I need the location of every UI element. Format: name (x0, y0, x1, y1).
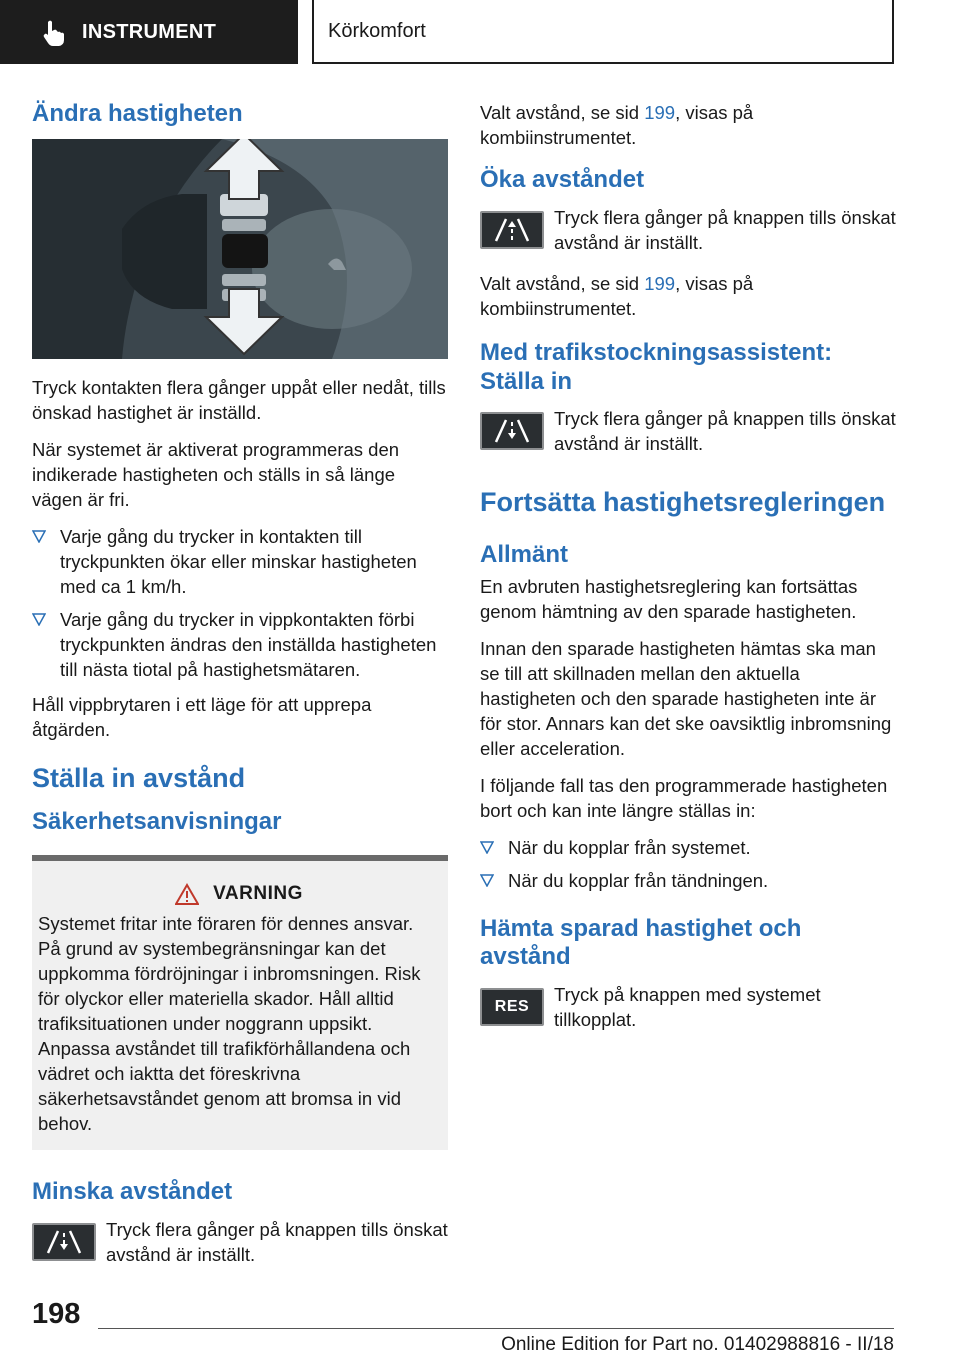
warning-title: VARNING (213, 882, 303, 904)
recall-row (480, 982, 896, 1032)
increase-text: Tryck flera gånger på knappen tills önskat avstånd är inställt. (554, 206, 896, 253)
section-label: INSTRUMENT (82, 20, 217, 43)
right-column (480, 100, 896, 1044)
chapter-title: Körkomfort (312, 0, 894, 64)
heading-recall: Hämta sparad hastighet och avstånd (480, 914, 802, 971)
list-item: Varje gång du trycker in kontakten till tryckpunkten ökar eller minskar hastigheten med ca 1 km/h. (32, 524, 448, 599)
general-text-2: Innan den sparade hastigheten hämtas ska man se till att skillnaden mellan den aktuella hastigheten och den sparade hastigheten inte är för stor. Annars kan det ske oavsiktlig inbromsning eller acceleration. (480, 637, 892, 759)
heading-safety: Säkerhetsanvisningar (32, 808, 282, 836)
footer-divider (98, 1328, 894, 1329)
heading-traffic-jam: Med trafikstockningsassistent: Ställa in (480, 338, 833, 395)
selected-distance-text-2: Valt avstånd, se sid 199, visas på kombiinstrumentet. (480, 272, 754, 319)
triangle-bullet-icon (480, 841, 494, 854)
section-tab (0, 0, 298, 64)
edition-text: Online Edition for Part no. 01402988816 - II/18 (501, 1334, 894, 1355)
decrease-distance-row (32, 1217, 448, 1267)
selected-distance-text: Valt avstånd, se sid 199, visas på kombiinstrumentet. (480, 102, 754, 148)
list-item: När du kopplar från tändningen. (480, 868, 896, 893)
distance-button-icon (32, 1223, 96, 1261)
page-link[interactable]: 199 (644, 102, 676, 123)
list-item: Varje gång du trycker in vippkontakten förbi tryckpunkten ändras den inställda hastigheten till nästa tiotal på hastighetsmätaren. (32, 607, 448, 682)
triangle-bullet-icon (32, 613, 46, 626)
info-text: När systemet är aktiverat programmeras den indikerade hastigheten och ställs in så länge vägen är fri. (32, 438, 400, 510)
triangle-bullet-icon (32, 530, 46, 543)
warning-header (38, 883, 440, 905)
left-column (32, 100, 448, 1279)
increase-distance-row (480, 205, 896, 255)
traffic-jam-row (480, 406, 896, 456)
general-text-1: En avbruten hastighetsreglering kan fortsättas genom hämtning av den sparade hastigheten. (480, 575, 858, 622)
list-item: När du kopplar från systemet. (480, 835, 896, 860)
heading-continue-cruise: Fortsätta hastighetsregleringen (480, 487, 886, 518)
page-link[interactable]: 199 (644, 272, 676, 294)
heading-set-distance: Ställa in avstånd (32, 762, 246, 793)
heading-decrease-distance: Minska avståndet (32, 1177, 233, 1205)
warning-triangle-icon (175, 883, 199, 905)
distance-button-icon (480, 211, 544, 249)
heading-increase-distance: Öka avståndet (480, 166, 645, 193)
traffic-text: Tryck flera gånger på knappen tills önskat avstånd är inställt. (554, 408, 896, 455)
bullet-list (480, 835, 896, 893)
heading-change-speed: Ändra hastigheten (32, 100, 243, 127)
instruction-text: Tryck kontakten flera gånger uppåt eller nedåt, tills önskad hastighet är inställd. (32, 376, 446, 423)
warning-box (32, 855, 448, 1150)
page-number: 198 (32, 1298, 81, 1330)
triangle-bullet-icon (480, 874, 494, 887)
bullet-list (32, 524, 448, 682)
hold-text: Håll vippbrytaren i ett läge för att upprepa åtgärden. (32, 693, 372, 740)
warning-text: Systemet fritar inte föraren för dennes ansvar. På grund av systembegränsningar kan det uppkomma fördröjningar i inbromsningen. Risk för olyckor eller materiella skador. Håll alltid trafiksituationen under noggrann uppsikt. Anpassa avståndet till trafikförhållandena och vädret och iaktta det föreskrivna säkerhetsavståndet genom att bromsa in vid behov. (38, 912, 421, 1134)
heading-general: Allmänt (480, 540, 569, 568)
recall-text: Tryck på knappen med systemet tillkopplat. (554, 984, 821, 1031)
hand-pointer-icon (40, 18, 68, 46)
res-button-icon: RES (480, 988, 544, 1026)
general-text-3: I följande fall tas den programmerade hastigheten bort och kan inte längre ställas in: (480, 774, 888, 821)
steering-wheel-photo (32, 139, 448, 359)
decrease-text: Tryck flera gånger på knappen tills önskat avstånd är inställt. (106, 1218, 448, 1265)
distance-button-icon (480, 412, 544, 450)
